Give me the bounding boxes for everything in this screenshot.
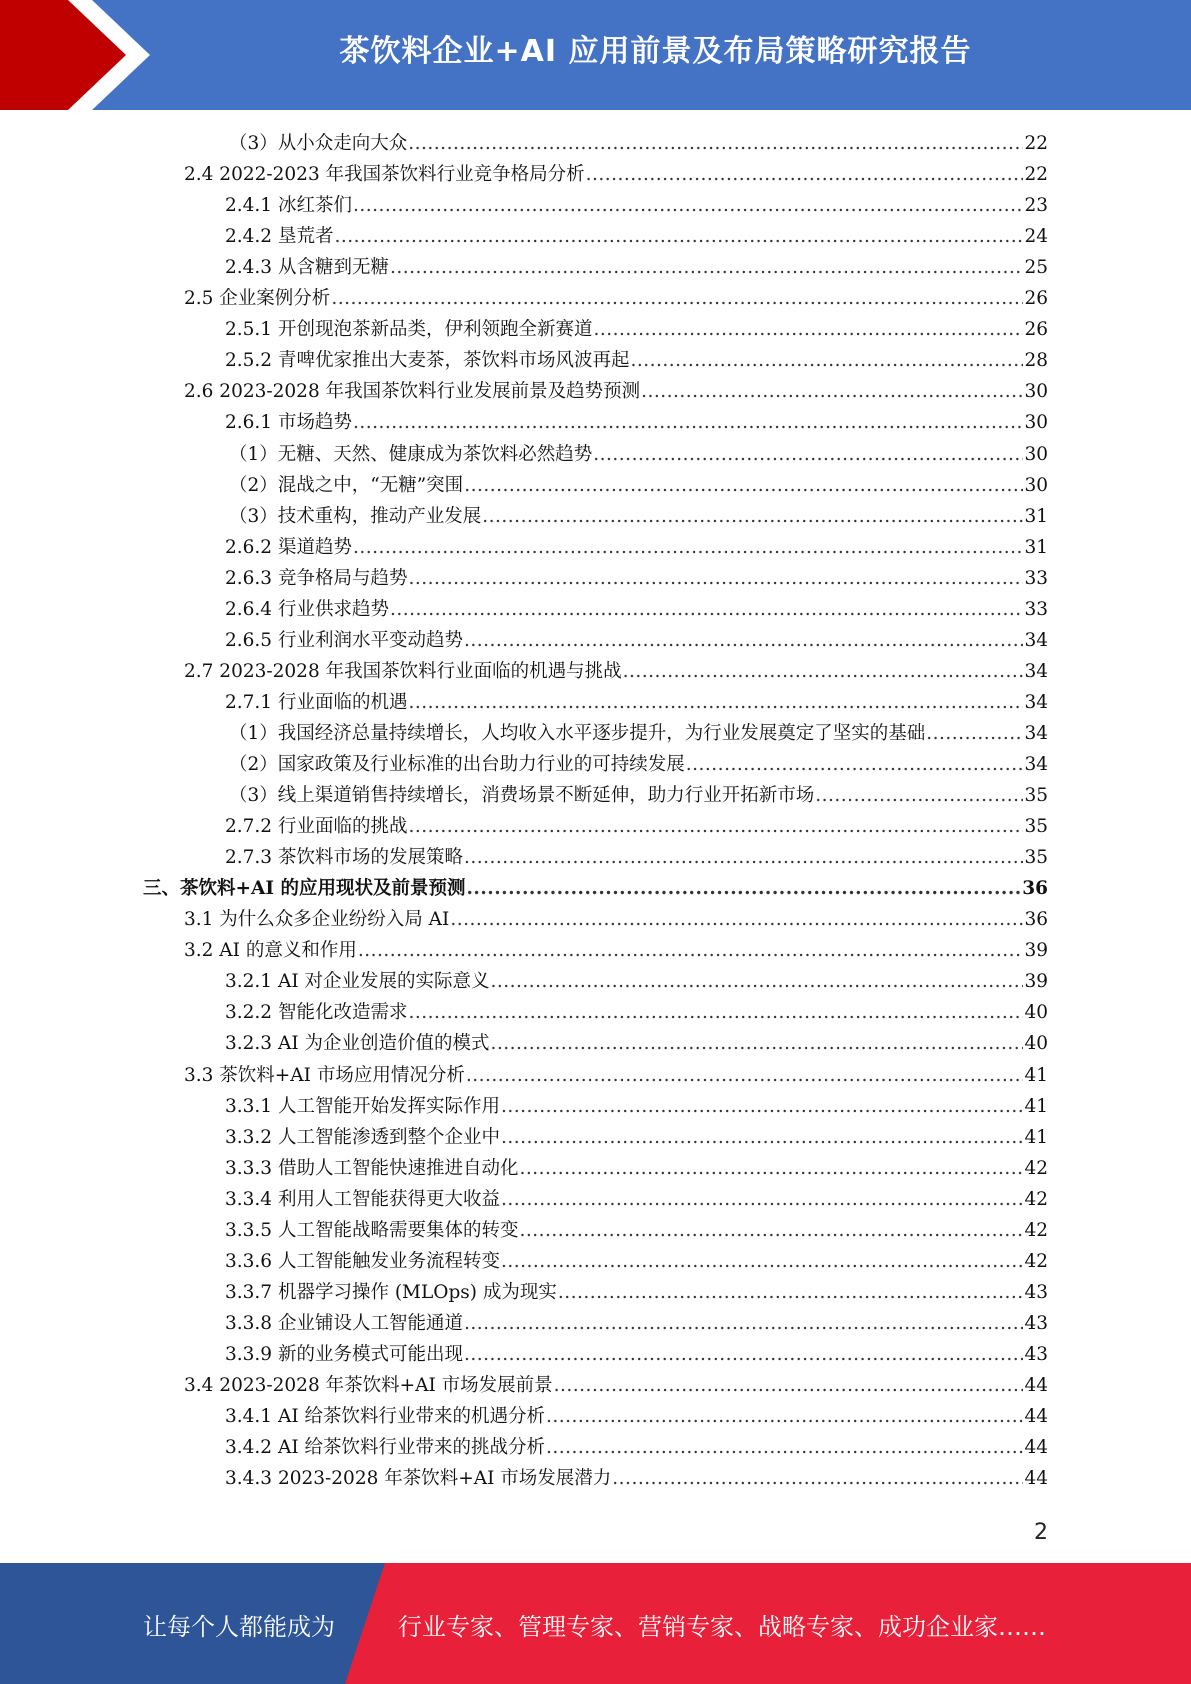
toc-entry[interactable]: [225, 687, 1048, 718]
toc-leader-dots: [390, 594, 1023, 625]
toc-entry[interactable]: [225, 625, 1048, 656]
toc-leader-dots: [358, 935, 1024, 966]
toc-entry[interactable]: [225, 1277, 1048, 1308]
toc-entry-page: 43: [1024, 1281, 1048, 1303]
toc-leader-dots: [519, 1153, 1023, 1184]
page-header: [0, 0, 1191, 110]
toc-entry-page: 34: [1024, 660, 1048, 682]
toc-leader-dots: [408, 811, 1023, 842]
toc-entry-label: 3.2.3 AI 为企业创造价值的模式: [225, 1033, 490, 1055]
toc-entry-page: 35: [1024, 785, 1048, 807]
toc-entry-page: 30: [1024, 474, 1048, 496]
toc-leader-dots: [408, 997, 1023, 1028]
toc-leader-dots: [519, 1215, 1023, 1246]
toc-entry[interactable]: [184, 1370, 1048, 1401]
toc-entry[interactable]: [229, 749, 1048, 780]
toc-entry[interactable]: [225, 345, 1048, 376]
toc-entry-page: 33: [1024, 598, 1048, 620]
toc-entry-page: 26: [1024, 319, 1048, 341]
toc-leader-dots: [926, 718, 1023, 749]
toc-entry-page: 26: [1024, 288, 1048, 310]
toc-entry-label: 2.6.2 渠道趋势: [225, 536, 352, 558]
toc-leader-dots: [464, 1339, 1023, 1370]
toc-entry-page: 22: [1024, 133, 1048, 154]
toc-entry-page: 41: [1024, 1126, 1048, 1148]
toc-entry-label: 3.3.3 借助人工智能快速推进自动化: [225, 1157, 519, 1179]
toc-leader-dots: [815, 780, 1023, 811]
toc-entry[interactable]: [184, 1060, 1048, 1091]
toc-entry-page: 34: [1024, 754, 1048, 775]
toc-entry[interactable]: [184, 376, 1048, 407]
toc-entry-label: 3.3.2 人工智能渗透到整个企业中: [225, 1126, 500, 1148]
toc-entry[interactable]: [225, 966, 1048, 997]
toc-leader-dots: [593, 314, 1023, 345]
toc-entry-page: 41: [1024, 1095, 1048, 1117]
toc-leader-dots: [464, 470, 1023, 501]
toc-entry-label: 2.4 2022-2023 年我国茶饮料行业竞争格局分析: [184, 164, 585, 186]
toc-entry-page: 36: [1022, 878, 1048, 900]
toc-entry-label: 3.3 茶饮料+AI 市场应用情况分析: [184, 1064, 465, 1086]
toc-entry[interactable]: [184, 904, 1048, 935]
toc-leader-dots: [408, 128, 1023, 159]
toc-entry[interactable]: [229, 128, 1048, 159]
toc-entry[interactable]: [225, 1432, 1048, 1463]
toc-entry-page: 31: [1024, 505, 1048, 527]
toc-entry[interactable]: [229, 780, 1048, 811]
toc-entry-label: （3）技术重构，推动产业发展: [229, 505, 482, 527]
toc-entry[interactable]: [225, 811, 1048, 842]
toc-entry-label: （1）无糖、天然、健康成为茶饮料必然趋势: [229, 443, 593, 465]
toc-leader-dots: [390, 252, 1023, 283]
toc-leader-dots: [558, 1277, 1024, 1308]
toc-entry-label: 2.6.1 市场趋势: [225, 412, 352, 434]
toc-entry-label: （3）线上渠道销售持续增长，消费场景不断延伸，助力行业开拓新市场: [229, 785, 815, 807]
toc-leader-dots: [450, 904, 1023, 935]
toc-leader-dots: [408, 687, 1023, 718]
toc-entry-page: 39: [1024, 940, 1048, 962]
toc-entry-label: 2.6.4 行业供求趋势: [225, 598, 389, 620]
toc-entry-label: 2.4.3 从含糖到无糖: [225, 257, 389, 279]
toc-entry-label: 2.5.2 青啤优家推出大麦茶，茶饮料市场风波再起: [225, 350, 630, 372]
toc-entry-page: 40: [1024, 1002, 1048, 1024]
toc-leader-dots: [623, 656, 1024, 687]
toc-entry-page: 43: [1024, 1312, 1048, 1334]
toc-entry[interactable]: [225, 1463, 1048, 1494]
toc-entry[interactable]: [225, 1339, 1048, 1370]
toc-entry[interactable]: [225, 1401, 1048, 1432]
toc-entry-label: 3.4.1 AI 给茶饮料行业带来的机遇分析: [225, 1406, 546, 1428]
toc-leader-dots: [353, 532, 1024, 563]
toc-entry-label: 2.7 2023-2028 年我国茶饮料行业面临的机遇与挑战: [184, 660, 622, 682]
toc-entry[interactable]: [184, 656, 1048, 687]
toc-entry[interactable]: [184, 283, 1048, 314]
toc-leader-dots: [641, 376, 1023, 407]
toc-entry-page: 30: [1024, 381, 1048, 403]
toc-entry-label: 2.6.5 行业利润水平变动趋势: [225, 629, 463, 651]
toc-entry-page: 35: [1024, 847, 1048, 869]
toc-leader-dots: [334, 221, 1023, 252]
toc-entry-page: 36: [1024, 909, 1048, 931]
toc-entry-page: 34: [1024, 691, 1048, 713]
toc-entry-page: 44: [1024, 1437, 1048, 1459]
toc-entry-label: 3.3.6 人工智能触发业务流程转变: [225, 1250, 500, 1272]
toc-leader-dots: [501, 1184, 1023, 1215]
toc-entry-label: 2.7.1 行业面临的机遇: [225, 691, 408, 713]
toc-leader-dots: [482, 501, 1023, 532]
toc-entry-label: 3.4.2 AI 给茶饮料行业带来的挑战分析: [225, 1437, 546, 1459]
toc-entry-label: 3.3.9 新的业务模式可能出现: [225, 1343, 463, 1365]
toc-entry-page: 42: [1024, 1250, 1048, 1272]
toc-leader-dots: [501, 1122, 1023, 1153]
toc-entry-page: 30: [1024, 412, 1048, 434]
toc-entry-label: 2.6.3 竞争格局与趋势: [225, 567, 408, 589]
toc-entry[interactable]: [225, 1246, 1048, 1277]
toc-leader-dots: [466, 1060, 1024, 1091]
toc-entry[interactable]: [225, 1122, 1048, 1153]
toc-leader-dots: [466, 873, 1021, 904]
toc-entry-label: （1）我国经济总量持续增长，人均收入水平逐步提升，为行业发展奠定了坚实的基础: [229, 722, 926, 744]
toc-entry[interactable]: [225, 1153, 1048, 1184]
toc-entry[interactable]: [229, 501, 1048, 532]
toc-entry-page: 41: [1024, 1064, 1048, 1086]
toc-entry[interactable]: [225, 1215, 1048, 1246]
toc-leader-dots: [501, 1091, 1023, 1122]
toc-entry-page: 35: [1024, 816, 1048, 838]
toc-entry-label: 3.2.2 智能化改造需求: [225, 1002, 408, 1024]
toc-entry[interactable]: [225, 1028, 1048, 1059]
toc-entry[interactable]: [225, 252, 1048, 283]
report-title: 茶饮料企业+AI 应用前景及布局策略研究报告: [339, 34, 972, 69]
toc-leader-dots: [408, 563, 1023, 594]
toc-entry[interactable]: [225, 532, 1048, 563]
toc-entry[interactable]: [225, 1091, 1048, 1122]
toc-entry[interactable]: [184, 159, 1048, 190]
toc-leader-dots: [353, 407, 1024, 438]
toc-entry[interactable]: [225, 1308, 1048, 1339]
toc-entry[interactable]: [184, 935, 1048, 966]
toc-entry-page: 44: [1024, 1375, 1048, 1396]
toc-leader-dots: [501, 1246, 1023, 1277]
toc-entry[interactable]: [225, 314, 1048, 345]
toc-entry-label: （3）从小众走向大众: [229, 133, 408, 154]
toc-entry-label: 2.7.2 行业面临的挑战: [225, 816, 408, 838]
toc-entry-page: 31: [1024, 536, 1048, 558]
toc-entry[interactable]: [225, 594, 1048, 625]
toc-leader-dots: [593, 439, 1023, 470]
footer-slogan-left: 让每个人都能成为: [143, 1613, 335, 1641]
toc-leader-dots: [586, 159, 1024, 190]
toc-entry-page: 40: [1024, 1033, 1048, 1055]
toc-entry-page: 24: [1024, 226, 1048, 248]
toc-entry-label: （2）混战之中，“无糖”突围: [229, 474, 464, 496]
toc-entry[interactable]: [225, 1184, 1048, 1215]
toc-entry-label: 2.4.2 垦荒者: [225, 226, 334, 248]
toc-leader-dots: [686, 749, 1024, 780]
toc-leader-dots: [491, 966, 1024, 997]
toc-entry[interactable]: [143, 873, 1048, 904]
toc-entry-page: 33: [1024, 567, 1048, 589]
toc-entry-page: 30: [1024, 443, 1048, 465]
toc-leader-dots: [546, 1401, 1023, 1432]
toc-leader-dots: [353, 190, 1024, 221]
toc-entry-label: 3.3.5 人工智能战略需要集体的转变: [225, 1219, 519, 1241]
toc-entry-page: 43: [1024, 1343, 1048, 1365]
header-chevron-icon: [0, 0, 160, 110]
toc-entry-page: 23: [1024, 195, 1048, 217]
toc-entry-label: 三、茶饮料+AI 的应用现状及前景预测: [143, 878, 466, 900]
toc-entry-page: 42: [1024, 1157, 1048, 1179]
toc-leader-dots: [546, 1432, 1023, 1463]
footer-slogan-right: 行业专家、管理专家、营销专家、战略专家、成功企业家……: [398, 1613, 1046, 1641]
toc-entry[interactable]: [229, 439, 1048, 470]
toc-leader-dots: [554, 1370, 1024, 1401]
toc-entry-page: 25: [1024, 257, 1048, 279]
toc-entry-page: 44: [1024, 1406, 1048, 1428]
toc-entry-label: 3.1 为什么众多企业纷纷入局 AI: [184, 909, 450, 931]
toc-entry-label: 2.4.1 冰红茶们: [225, 195, 352, 217]
toc-entry-page: 34: [1024, 629, 1048, 651]
toc-entry-label: 2.6 2023-2028 年我国茶饮料行业发展前景及趋势预测: [184, 381, 641, 403]
toc-entry[interactable]: [225, 190, 1048, 221]
toc-leader-dots: [464, 625, 1023, 656]
toc-leader-dots: [331, 283, 1023, 314]
toc-entry-page: 42: [1024, 1219, 1048, 1241]
toc-leader-dots: [630, 345, 1023, 376]
toc-entry[interactable]: [229, 470, 1048, 501]
toc-entry-label: 3.3.1 人工智能开始发挥实际作用: [225, 1095, 500, 1117]
toc-leader-dots: [612, 1463, 1023, 1494]
toc-entry-page: 34: [1024, 722, 1048, 744]
toc-entry-page: 22: [1024, 164, 1048, 186]
toc-entry-label: 2.5.1 开创现泡茶新品类，伊利领跑全新赛道: [225, 319, 593, 341]
toc-entry[interactable]: [225, 997, 1048, 1028]
toc-entry-page: 39: [1024, 971, 1048, 993]
toc-entry-page: 44: [1024, 1468, 1048, 1490]
toc-entry-label: 3.4 2023-2028 年茶饮料+AI 市场发展前景: [184, 1375, 553, 1396]
toc-entry-label: 3.4.3 2023-2028 年茶饮料+AI 市场发展潜力: [225, 1468, 612, 1490]
toc-entry[interactable]: [225, 563, 1048, 594]
toc-entry-label: （2）国家政策及行业标准的出台助力行业的可持续发展: [229, 754, 685, 775]
toc-entry[interactable]: [225, 221, 1048, 252]
toc-entry-label: 3.3.4 利用人工智能获得更大收益: [225, 1188, 500, 1210]
toc-leader-dots: [464, 1308, 1023, 1339]
toc-entry-label: 3.2 AI 的意义和作用: [184, 940, 357, 962]
toc-entry-page: 42: [1024, 1188, 1048, 1210]
toc-leader-dots: [464, 842, 1023, 873]
page-number: 2: [1034, 1520, 1048, 1545]
page-footer: [0, 1563, 1191, 1684]
toc-entry[interactable]: [225, 842, 1048, 873]
toc-entry-page: 28: [1024, 350, 1048, 372]
toc-leader-dots: [491, 1028, 1024, 1059]
toc-entry-label: 3.3.8 企业铺设人工智能通道: [225, 1312, 463, 1334]
toc-entry[interactable]: [229, 718, 1048, 749]
toc-entry-label: 3.2.1 AI 对企业发展的实际意义: [225, 971, 490, 993]
toc-entry[interactable]: [225, 407, 1048, 438]
toc-entry-label: 2.5 企业案例分析: [184, 288, 331, 310]
toc-entry-label: 2.7.3 茶饮料市场的发展策略: [225, 847, 463, 869]
toc-entry-label: 3.3.7 机器学习操作 (MLOps) 成为现实: [225, 1281, 557, 1303]
